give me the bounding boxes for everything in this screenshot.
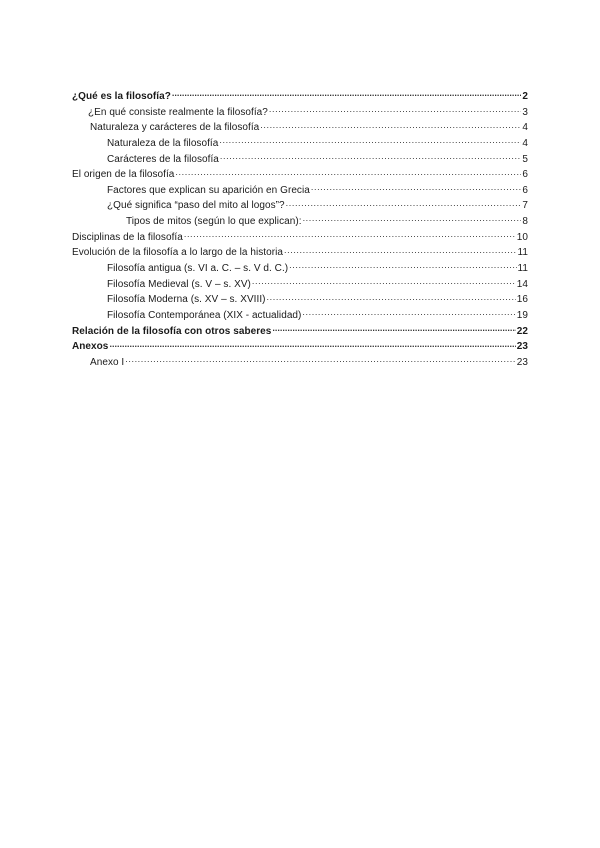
toc-entry-title: Anexo I: [90, 356, 125, 368]
toc-entry-title: ¿Qué significa “paso del mito al logos”?: [107, 200, 285, 212]
toc-page-number: 7: [522, 200, 528, 212]
toc-page-number: 4: [522, 122, 528, 134]
toc-dot-leader: [184, 230, 516, 240]
toc-dot-leader: [311, 183, 522, 193]
toc-page-number: 16: [516, 294, 528, 306]
toc-entry-disciplinas[interactable]: [72, 230, 528, 246]
toc-entry-naturaleza-y-caracteres[interactable]: [72, 120, 528, 136]
toc-entry-origen[interactable]: [72, 167, 528, 183]
toc-entry-title: Filosofía Medieval (s. V – s. XV): [107, 278, 251, 290]
toc-dot-leader: [125, 355, 516, 365]
toc-entry-title: ¿Qué es la filosofía?: [72, 91, 171, 102]
toc-entry-anexos[interactable]: [72, 339, 528, 355]
toc-entry-mito-al-logos[interactable]: [72, 198, 528, 214]
toc-page-number: 23: [516, 356, 528, 368]
toc-page-number: 8: [522, 216, 528, 228]
toc-entry-evolucion[interactable]: [72, 245, 528, 261]
toc-page-number: 11: [517, 263, 528, 275]
toc-page-number: 22: [516, 325, 528, 337]
toc-entry-title: Anexos: [72, 341, 109, 353]
toc-dot-leader: [284, 245, 517, 255]
toc-page-number: 6: [522, 184, 528, 196]
toc-dot-leader: [252, 277, 516, 287]
toc-entry-tipos-de-mitos[interactable]: [72, 214, 528, 230]
toc-entry-filosofia-moderna[interactable]: [72, 292, 528, 308]
toc-entry-filosofia-antigua[interactable]: [72, 261, 528, 277]
toc-entry-filosofia-medieval[interactable]: [72, 277, 528, 293]
toc-dot-leader: [219, 136, 521, 146]
toc-entry-anexo-i[interactable]: [72, 355, 528, 371]
toc-entry-factores[interactable]: [72, 183, 528, 199]
toc-page-number: 14: [516, 278, 528, 290]
toc-page-number: 19: [516, 309, 528, 321]
toc-page-number: 23: [516, 341, 528, 353]
toc-entry-relacion-otros-saberes[interactable]: [72, 324, 528, 340]
toc-entry-title: Relación de la filosofía con otros saberes: [72, 325, 272, 337]
toc-entry-naturaleza[interactable]: [72, 136, 528, 152]
toc-dot-leader: [260, 120, 521, 130]
toc-entry-title: Tipos de mitos (según lo que explican):: [126, 216, 302, 228]
toc-entry-title: Filosofía Contemporánea (XIX - actualidad): [107, 309, 302, 321]
toc-page-number: 6: [522, 169, 528, 181]
toc-dot-leader: [272, 324, 515, 334]
toc-entry-en-que-consiste[interactable]: [72, 105, 528, 121]
toc-page-number: 4: [522, 137, 528, 149]
toc-entry-title: Naturaleza y carácteres de la filosofía: [90, 122, 260, 134]
toc-entry-title: El origen de la filosofía: [72, 169, 175, 181]
toc-dot-leader: [175, 167, 521, 177]
toc-dot-leader: [109, 339, 515, 349]
toc-dot-leader: [220, 152, 521, 162]
toc-entry-title: Filosofía Moderna (s. XV – s. XVIII): [107, 294, 266, 306]
table-of-contents: [72, 89, 528, 371]
toc-entry-title: Disciplinas de la filosofía: [72, 231, 183, 243]
toc-entry-title: Factores que explican su aparición en Grecia: [107, 184, 310, 196]
toc-entry-title: Carácteres de la filosofía: [107, 153, 219, 165]
toc-dot-leader: [286, 198, 522, 208]
toc-page-number: 5: [522, 153, 528, 165]
toc-page-number: 2: [522, 91, 528, 102]
toc-dot-leader: [269, 105, 521, 115]
toc-dot-leader: [302, 308, 515, 318]
toc-dot-leader: [303, 214, 522, 224]
toc-page-number: 10: [516, 231, 528, 243]
toc-page-number: 11: [517, 247, 528, 259]
toc-dot-leader: [172, 89, 522, 99]
toc-dot-leader: [289, 261, 516, 271]
toc-entry-title: Evolución de la filosofía a lo largo de la historia: [72, 247, 284, 259]
toc-dot-leader: [267, 292, 516, 302]
toc-page-number: 3: [522, 106, 528, 118]
toc-entry-title: Naturaleza de la filosofía: [107, 137, 219, 149]
toc-entry-que-es-la-filosofia[interactable]: [72, 89, 528, 105]
toc-entry-title: Filosofía antigua (s. VI a. C. – s. V d. C.): [107, 263, 289, 275]
toc-entry-filosofia-contemporanea[interactable]: [72, 308, 528, 324]
toc-entry-title: ¿En qué consiste realmente la filosofía?: [88, 106, 268, 118]
toc-entry-caracteres[interactable]: [72, 152, 528, 168]
